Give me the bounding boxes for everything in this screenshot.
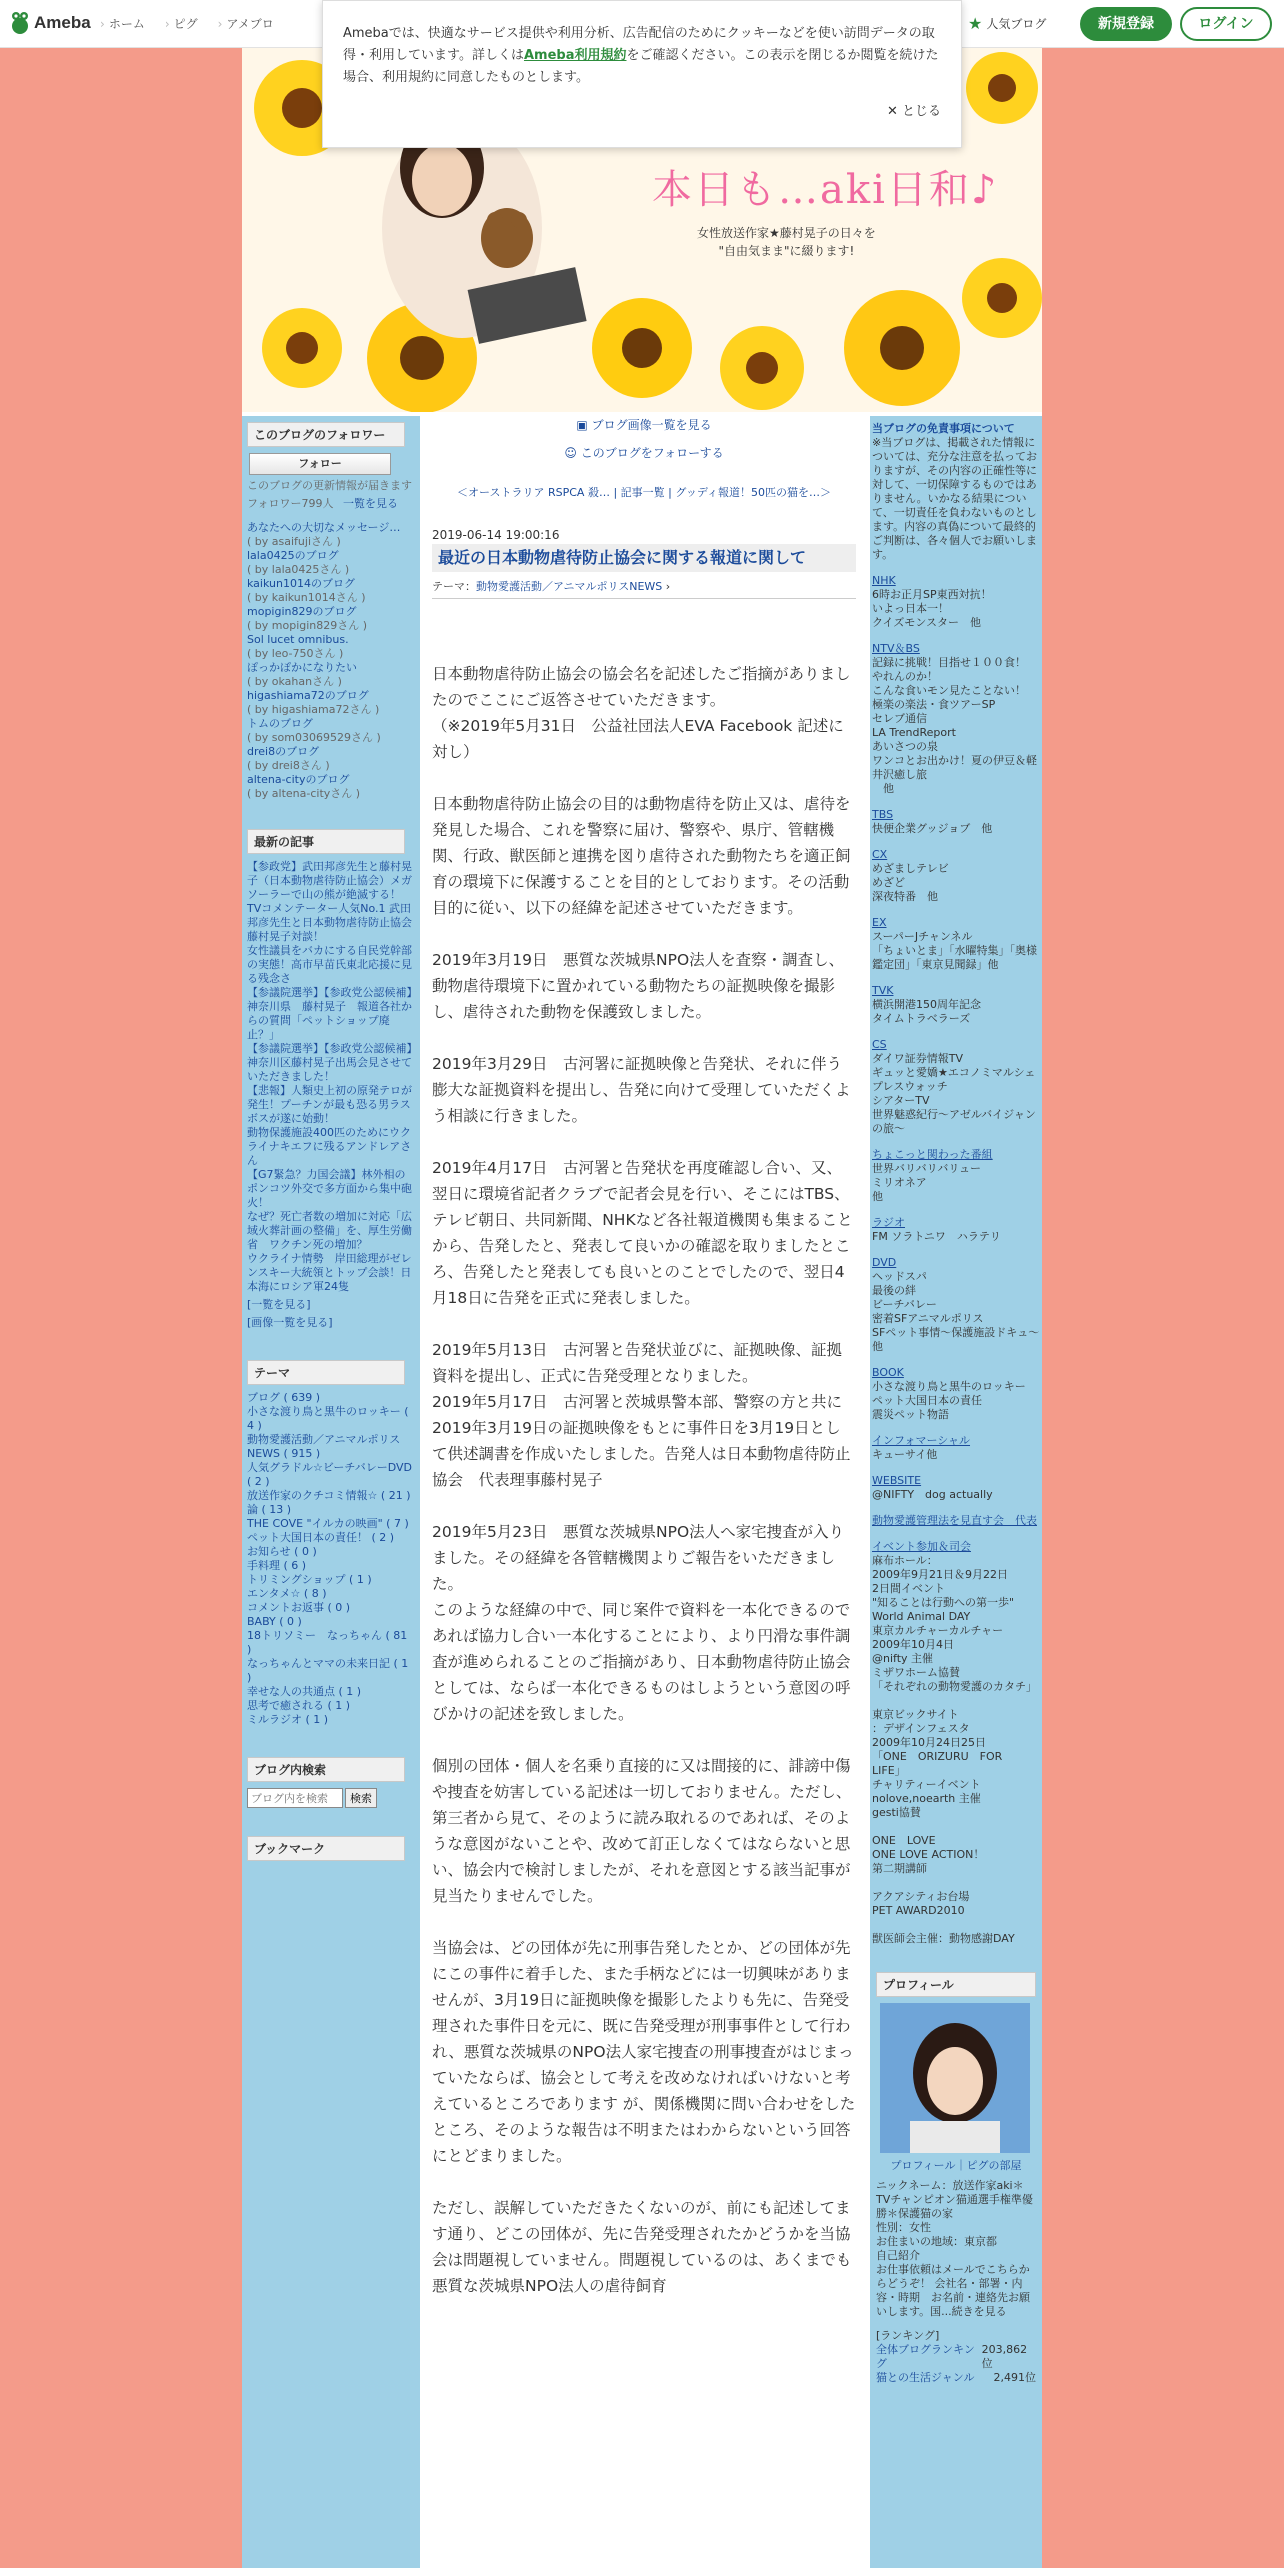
career-group — [872, 1216, 1040, 1244]
theme-item[interactable]: THE COVE "イルカの映画" ( 7 ) — [247, 1517, 409, 1530]
logo-text: Ameba — [34, 13, 91, 32]
career-group-heading[interactable]: CX — [872, 848, 888, 861]
career-group-heading[interactable]: ちょこっと関わった番組 — [872, 1148, 993, 1161]
follower-item: Sol lucet omnibus. ( by leo-750さん ) — [247, 633, 349, 660]
recent-item[interactable]: 【悲報】人類史上初の原発テロが発生！プーチンが最も恐る男ラスボスが遂に始動！ — [247, 1084, 412, 1125]
entry-date: 2019-06-14 19:00:16 — [432, 528, 560, 542]
theme-item[interactable]: 18トリソミー なっちゃん ( 81 ) — [247, 1629, 408, 1656]
theme-item[interactable]: 手料理 ( 6 ) — [247, 1559, 307, 1572]
career-line: 「それぞれの動物愛護のカタチ」 — [872, 1680, 1037, 1693]
career-line: World Animal DAY — [872, 1610, 971, 1623]
career-group-heading[interactable]: イベント参加＆司会 — [872, 1540, 971, 1553]
career-group-heading[interactable]: NHK — [872, 574, 896, 587]
career-line: 6時お正月SP東西対抗！ — [872, 588, 992, 601]
follower-item: kaikun1014のブログ ( by kaikun1014さん ) — [247, 577, 366, 604]
career-line: 他 — [872, 1190, 883, 1203]
theme-item[interactable]: BABY ( 0 ) — [247, 1615, 302, 1628]
follower-item: higashiama72のブログ ( by higashiama72さん ) — [247, 689, 380, 716]
career-line: アクアシティお台場 — [872, 1890, 970, 1903]
career-line: "知ることは行動への第一歩" — [872, 1596, 1015, 1609]
career-line: 快便企業グッジョブ 他 — [872, 822, 993, 835]
career-line: 極楽の楽法・食ツアーSP — [872, 698, 996, 711]
career-group — [872, 1434, 1040, 1462]
theme-item[interactable]: コメントお返事 ( 0 ) — [247, 1601, 351, 1614]
paragraph: 個別の団体・個人を名乗り直接的に又は間接的に、誹謗中傷や捜査を妨害している記述は一切しておりません。ただし、第三者から見て、そのように読み取れるのであれば、そのような意図がないことや、改めて訂正しなくてはならないと思い、協会内で検討しましたが、それを意図とする該当記事が見当たりませんでした。 — [432, 1757, 852, 1905]
paragraph: 2019年3月19日 悪質な茨城県NPO法人を査察・調査し、動物虐待環境下に置かれている動物たちの証拠映像を撮影し、虐待された動物を保護致しました。 — [432, 951, 845, 1021]
career-line: スーパーJチャンネル — [872, 930, 973, 943]
career-line: ：デザインフェスタ — [872, 1722, 970, 1735]
career-line: 2009年9月21日＆9月22日 — [872, 1568, 1008, 1581]
career-line: 世界魅惑紀行～アゼルバイジャンの旅～ — [872, 1108, 1036, 1135]
profile-links[interactable]: プロフィール｜ピグの部屋 — [890, 2159, 1022, 2172]
career-group-heading[interactable]: NTV＆BS — [872, 642, 920, 655]
career-group — [872, 574, 1040, 630]
theme-item[interactable]: 動物愛護活動／アニマルポリスNEWS ( 915 ) — [247, 1433, 401, 1460]
theme-item[interactable]: 幸せな人の共通点 ( 1 ) — [247, 1685, 362, 1698]
blog-container — [242, 48, 1042, 2568]
entry-body — [432, 661, 856, 2299]
career-group — [872, 1540, 1040, 1946]
career-group — [872, 1256, 1040, 1354]
recent-item[interactable]: 【G7緊急？力国会議】林外相のポンコツ外交で多方面から集中砲火！ — [247, 1168, 412, 1209]
profile-line: 自己紹介 — [876, 2249, 920, 2262]
theme-item[interactable]: 思考で癒される ( 1 ) — [247, 1699, 351, 1712]
terms-link[interactable]: Ameba利用規約 — [523, 48, 627, 63]
cookie-close-button[interactable]: ✕ とじる — [886, 104, 941, 119]
theme-item[interactable]: ペット大国日本の責任！ ( 2 ) — [247, 1531, 395, 1544]
career-line: 震災ペット物語 — [872, 1408, 949, 1421]
pager-list[interactable]: 記事一覧 — [620, 486, 665, 499]
career-line: FM ソラトニワ ハラテリ — [872, 1230, 1001, 1243]
career-line — [872, 1876, 1040, 1890]
image-icon: ▣ — [576, 418, 588, 432]
career-line: gesti協賛 — [872, 1806, 921, 1819]
career-line: 小さな渡り鳥と黒牛のロッキー — [872, 1380, 1026, 1393]
paragraph: 2019年4月17日 古河署と告発状を再度確認し合い、又、翌日に環境省記者クラブで記者会見を行い、そこにはTBS、テレビ朝日、共同新聞、NHKなど各社報道機関も集まることから、告発したと、発表して良いかの確認を取りましたところ、告発したと発表しても良いとのことでしたので、翌日4月18日に告発を正式に発表しました。 — [432, 1159, 853, 1307]
career-line: 東京カルチャーカルチャー — [872, 1624, 1004, 1637]
career-line: ギュッと愛嬌★エコノミマルシェ — [872, 1066, 1036, 1079]
recent-item[interactable]: 女性議員をバカにする自民党幹部の実態！高市早苗氏東北応援に見る残念さ — [247, 944, 412, 985]
career-line: 他 — [872, 782, 894, 795]
career-line: ペット大国日本の責任 — [872, 1394, 982, 1407]
career-line: 2009年10月4日 — [872, 1638, 954, 1651]
signup-button[interactable]: 新規登録 — [1080, 7, 1172, 41]
career-line: めざましテレビ — [872, 862, 949, 875]
theme-item[interactable]: なっちゃんとママの未来日記 ( 1 ) — [247, 1657, 409, 1684]
blog-title: 本日も…aki日和♪ — [652, 167, 999, 213]
career-line: 「ONE ORIZURU FOR LIFE」 — [872, 1750, 1014, 1777]
theme-item[interactable]: ブログ ( 639 ) — [247, 1391, 321, 1404]
career-line — [872, 1820, 1040, 1834]
star-icon: ★ — [968, 14, 983, 33]
profile-line: お仕事依頼はメールでこちらからどうぞ！ 会社名・部署・内容・時期 お名前・連絡先お願いします。国...続きを見る — [876, 2263, 1030, 2318]
see-list-link[interactable]: [一覧を見る] — [247, 1298, 311, 1311]
career-line: 2日間イベント — [872, 1582, 945, 1595]
blog-search-input[interactable] — [247, 1788, 343, 1808]
ranking-heading: [ランキング] — [876, 2329, 940, 2342]
career-line: ダイワ証券情報TV — [872, 1052, 964, 1065]
career-group-heading[interactable]: DVD — [872, 1256, 897, 1269]
paragraph: 日本動物虐待防止協会の協会名を記述したご指摘がありましたのでここにご返答させていただきます。 （※2019年5月31日 公益社団法人EVA Facebook 記述に対し） — [432, 665, 851, 761]
follower-count: フォロワー799人 — [247, 497, 334, 510]
cookie-banner — [322, 0, 962, 148]
nav-pigg[interactable]: › ピグ — [164, 17, 198, 31]
theme-list — [247, 1391, 415, 1727]
career-group — [872, 1148, 1040, 1204]
career-line: @NIFTY dog actually — [872, 1488, 993, 1501]
ranking-row[interactable]: 猫との生活ジャンル 2,491位 — [876, 2371, 1036, 2384]
career-line: @nifty 主催 — [872, 1652, 934, 1665]
career-group-heading[interactable]: TVK — [872, 984, 894, 997]
bookmark-heading: ブックマーク — [247, 1836, 405, 1861]
profile-nickname: ニックネーム：放送作家aki＊TVチャンピオン猫通選手権準優勝＊保護猫の家 — [876, 2179, 1033, 2220]
recent-item[interactable]: 動物保護施設400匹のためにウクライナキエフに残るアンドレアさん — [247, 1126, 412, 1167]
career-group — [872, 984, 1040, 1026]
theme-item[interactable]: 小さな渡り鳥と黒牛のロッキー ( 4 ) — [247, 1405, 409, 1432]
recent-item[interactable]: なぜ？死亡者数の増加に対応「広域火葬計画の整備」を、厚生労働省 ワクチン死の増加？ — [247, 1210, 412, 1251]
career-line: 世界バリバリバリュー — [872, 1162, 982, 1175]
career-line: 横浜開港150周年記念 — [872, 998, 981, 1011]
career-group-heading[interactable]: 動物愛護管理法を見直す会 代表 — [872, 1514, 1037, 1527]
paragraph: ただし、誤解していただきたくないのが、前にも記述してます通り、どこの団体が、先に告発受理されたかどうかを当協会は問題視していません。問題視しているのは、あくまでも悪質な茨城県NPO法人の虐待飼育 — [432, 2199, 852, 2295]
disclaimer-heading: 当ブログの免責事項について — [872, 422, 1015, 435]
see-images-link[interactable]: [画像一覧を見る] — [247, 1316, 333, 1329]
profile-photo[interactable] — [880, 2003, 1030, 2153]
recent-item[interactable]: 【参議院選挙】【参政党公認候補】神奈川区藤村晃子出馬会見させていただきました！ — [247, 1042, 412, 1083]
career-line: nolove,noearth 主催 — [872, 1792, 981, 1805]
career-line: SFペット事情～保護施設ドキュ～他 — [872, 1326, 1040, 1353]
ameba-logo[interactable] — [10, 11, 91, 35]
follower-list — [247, 521, 415, 801]
career-group — [872, 1474, 1040, 1502]
entry-pager: ＜オーストラリア RSPCA 殺… | 記事一覧 | グッディ報道！50匹の猫を…＞ — [457, 486, 831, 499]
nav-home[interactable]: › ホーム — [100, 17, 145, 31]
career-line: キューサイ他 — [872, 1448, 938, 1461]
career-line — [872, 1694, 1040, 1708]
profile-line: お住まいの地域：東京都 — [876, 2235, 997, 2248]
theme-item[interactable]: 論 ( 13 ) — [247, 1503, 292, 1516]
career-group — [872, 808, 1040, 836]
ranking-row[interactable]: 全体ブログランキング 203,862位 — [876, 2343, 1028, 2370]
career-group-heading[interactable]: ラジオ — [872, 1216, 905, 1229]
career-line: めざど — [872, 876, 905, 889]
career-group — [872, 642, 1040, 796]
paragraph: 2019年5月23日 悪質な茨城県NPO法人へ家宅捜査が入りました。その経緯を各管轄機関よりご報告をいただきました。 このような経緯の中で、同じ案件で資料を一本化できるのであれば協力し合い一本化することにより、より円滑な事件調査が進められることのご指摘があり、日本動物虐待防止協会としては、ならば一本化できるものはしようという意図の呼びかけの記述を致しました。 — [432, 1523, 851, 1723]
follower-item: lala0425のブログ ( by lala0425さん ) — [247, 549, 350, 576]
career-line: あいさつの泉 — [872, 740, 938, 753]
career-line: こんな食いモン見たことない！ — [872, 684, 1026, 697]
career-group-heading[interactable]: CS — [872, 1038, 887, 1051]
career-line: シアターTV — [872, 1094, 930, 1107]
career-line: 密着SFアニマルポリス — [872, 1312, 984, 1325]
follower-item: ぽっかぽかになりたい ( by okahanさん ) — [247, 661, 357, 688]
follower-item: altena-cityのブログ ( by altena-cityさん ) — [247, 773, 361, 800]
follow-blog-link[interactable]: ☺ このブログをフォローする — [564, 446, 724, 460]
career-group-heading[interactable]: EX — [872, 916, 887, 929]
career-line: セレブ通信 — [872, 712, 927, 725]
career-line: ワンコとお出かけ！夏の伊豆＆軽井沢癒し旅 — [872, 754, 1037, 781]
career-line: プレスウォッチ — [872, 1080, 948, 1093]
career-line: 「ちょいとま」「水曜特集」「奥様鑑定団」「東京見聞録」他 — [872, 944, 1037, 971]
left-sidebar — [242, 416, 420, 2568]
follower-item: mopigin829のブログ ( by mopigin829さん ) — [247, 605, 368, 632]
theme-item[interactable]: エンタメ☆ ( 8 ) — [247, 1587, 327, 1600]
career-line: 第二期講師 — [872, 1862, 927, 1875]
recent-list — [247, 860, 415, 1294]
career-line: 獣医師会主催：動物感謝DAY — [872, 1932, 1015, 1945]
cookie-text: Amebaでは、快適なサービス提供や利用分析、広告配信のためにクッキーなどを使い訪問データの取得・利用しています。詳しくは — [343, 26, 935, 63]
career-group-heading[interactable]: インフォマーシャル — [872, 1434, 971, 1447]
career-line: ONE LOVE ACTION！ — [872, 1848, 985, 1861]
search-heading: ブログ内検索 — [247, 1757, 405, 1782]
popular-blogs-link[interactable]: ★ 人気ブログ — [968, 14, 1047, 33]
career-group — [872, 1514, 1040, 1528]
pager-prev[interactable]: ＜オーストラリア RSPCA 殺… — [457, 486, 610, 499]
recent-item[interactable]: 【参政党】武田邦彦先生と藤村晃子（日本動物虐待防止協会）メガソーラーで山の熊が絶滅する！ — [247, 860, 412, 901]
recent-item[interactable]: ウクライナ情勢 岸田総理がゼレンスキー大統領とトップ会談！日本海にロシア軍24隻 — [247, 1252, 412, 1293]
career-line: クイズモンスター 他 — [872, 616, 982, 629]
theme-item[interactable]: 放送作家のクチコミ情報☆ ( 21 ) — [247, 1489, 411, 1502]
career-line: LA TrendReport — [872, 726, 956, 739]
paragraph: 当協会は、どの団体が先に刑事告発したとか、どの団体が先にこの事件に着手した、また手柄などには一切興味がありませんが、3月19日に証拠映像を撮影したよりも先に、告発受理された事件日を元に、既に告発受理が刑事事件として行われ、悪質な茨城県のNPO法人家宅捜査の刑事捜査がはじまっていたならば、協会として考えを改めなければいけないと考えているところであります が、関係機関に問い合わせをしたところ、そのような報告は不明またはわからないという回答にとどまりました。 — [432, 1939, 856, 2165]
recent-item[interactable]: TVコメンテーター人気No.1 武田邦彦先生と日本動物虐待防止協会藤村晃子対談！ — [247, 902, 412, 943]
recent-item[interactable]: 【参議院選挙】【参政党公認候補】神奈川県 藤村晃子 報道各社からの質問「ペットショップ廃止？」 — [247, 986, 412, 1041]
theme-item[interactable]: 人気グラドル☆ビーチバレーDVD ( 2 ) — [247, 1461, 413, 1488]
theme-heading: テーマ — [247, 1360, 405, 1385]
image-list-link[interactable]: ▣ ブログ画像一覧を見る — [576, 418, 712, 432]
career-list — [872, 574, 1040, 1946]
recent-heading: 最新の記事 — [247, 829, 405, 854]
career-group — [872, 1366, 1040, 1422]
disclaimer-text: ※当ブログは、掲載された情報については、充分な注意を払っておりますが、その内容の正確性等に対して、一切保障するものではありません。いかなる結果について、一切責任を負わないものとします。内容の真偽について最終的ご判断は、各々個人でお願いします。 — [872, 436, 1037, 561]
career-line: ONE LOVE — [872, 1834, 936, 1847]
profile-heading: プロフィール — [876, 1972, 1036, 1997]
career-line: ヘッドスパ — [872, 1270, 927, 1283]
follower-item: あなたへの大切なメッセージ… ( by asaifujiさん ) — [247, 521, 401, 548]
career-line: 最後の絆 — [872, 1284, 916, 1297]
career-line: チャリティーイベント — [872, 1778, 981, 1791]
career-line: やれんのか！ — [872, 670, 938, 683]
nav-ameblo[interactable]: › アメブロ — [217, 17, 274, 31]
follow-description: このブログの更新情報が届きます — [247, 479, 412, 492]
follow-icon: ☺ — [564, 446, 577, 460]
career-line: 深夜特番 他 — [872, 890, 938, 903]
pager-next[interactable]: グッディ報道！50匹の猫を…＞ — [675, 486, 831, 499]
followers-heading: このブログのフォロワー — [247, 422, 405, 447]
follower-item: トムのブログ ( by som03069529さん ) — [247, 717, 381, 744]
follow-button[interactable]: フォロー — [249, 453, 391, 475]
main-content — [432, 416, 856, 2568]
blog-search — [247, 1788, 415, 1808]
theme-item[interactable]: お知らせ ( 0 ) — [247, 1545, 317, 1558]
career-line: 記録に挑戦！目指せ１００食！ — [872, 656, 1026, 669]
see-followers-link[interactable]: 一覧を見る — [342, 497, 398, 510]
career-line — [872, 1918, 1040, 1932]
career-group — [872, 848, 1040, 904]
paragraph: 2019年5月13日 古河署と告発状並びに、証拠映像、証拠資料を提出し、正式に告発受理となりました。 2019年5月17日 古河署と茨城県警本部、警察の方と共に2019年3月19日の証拠映像をもとに事件日を3月19日として供述調書を作成いたしました。告発人は日本動物虐待防止協会 代表理事藤村晃子 — [432, 1341, 851, 1489]
career-line: ミリオネア — [872, 1176, 927, 1189]
theme-item[interactable]: ミルラジオ ( 1 ) — [247, 1713, 329, 1726]
career-group — [872, 1038, 1040, 1136]
blog-subtitle: 女性放送作家★藤村晃子の日々を "自由気まま"に綴ります! — [697, 226, 876, 258]
global-nav — [100, 15, 274, 32]
follower-item: drei8のブログ ( by drei8さん ) — [247, 745, 330, 772]
cookie-text-2: をご確認ください。この表示を閉じるか閲覧を続けた場合、利用規約に同意したものとします。 — [343, 48, 939, 85]
entry-title[interactable]: 最近の日本動物虐待防止協会に関する報道に関して — [432, 544, 856, 572]
career-line: いよっ日本一！ — [872, 602, 949, 615]
paragraph: 日本動物虐待防止協会の目的は動物虐待を防止又は、虐待を発見した場合、これを警察に届け、警察や、県庁、管轄機関、行政、獣医師と連携を図り虐待された動物たちを適正飼育の環境下に保護することを目的としております。その活動目的に従い、以下の経緯を記述させていただきます。 — [432, 795, 851, 917]
blog-search-button[interactable]: 検索 — [345, 1788, 377, 1808]
career-group-heading[interactable]: TBS — [872, 808, 894, 821]
career-line: ビーチバレー — [872, 1298, 937, 1311]
career-line: 麻布ホール： — [872, 1554, 938, 1567]
paragraph: 2019年3月29日 古河署に証拠映像と告発状、それに伴う膨大な証拠資料を提出し、告発に向けて受理していただくよう相談に行きました。 — [432, 1055, 851, 1125]
career-group-heading[interactable]: WEBSITE — [872, 1474, 922, 1487]
career-line: 東京ビックサイト — [872, 1708, 959, 1721]
profile-line: 性別：女性 — [876, 2221, 931, 2234]
login-button[interactable]: ログイン — [1180, 7, 1272, 41]
career-group-heading[interactable]: BOOK — [872, 1366, 904, 1379]
entry-theme-link[interactable]: 動物愛護活動／アニマルポリスNEWS — [476, 580, 663, 593]
career-line: 2009年10月24日25日 — [872, 1736, 986, 1749]
entry-theme: テーマ：動物愛護活動／アニマルポリスNEWS › — [432, 578, 856, 599]
career-line: PET AWARD2010 — [872, 1904, 965, 1917]
career-group — [872, 916, 1040, 972]
right-sidebar — [870, 416, 1042, 2568]
theme-item[interactable]: トリミングショップ ( 1 ) — [247, 1573, 372, 1586]
career-line: ミザワホーム協賛 — [872, 1666, 960, 1679]
frog-icon — [10, 11, 30, 35]
career-line: タイムトラベラーズ — [872, 1012, 971, 1025]
